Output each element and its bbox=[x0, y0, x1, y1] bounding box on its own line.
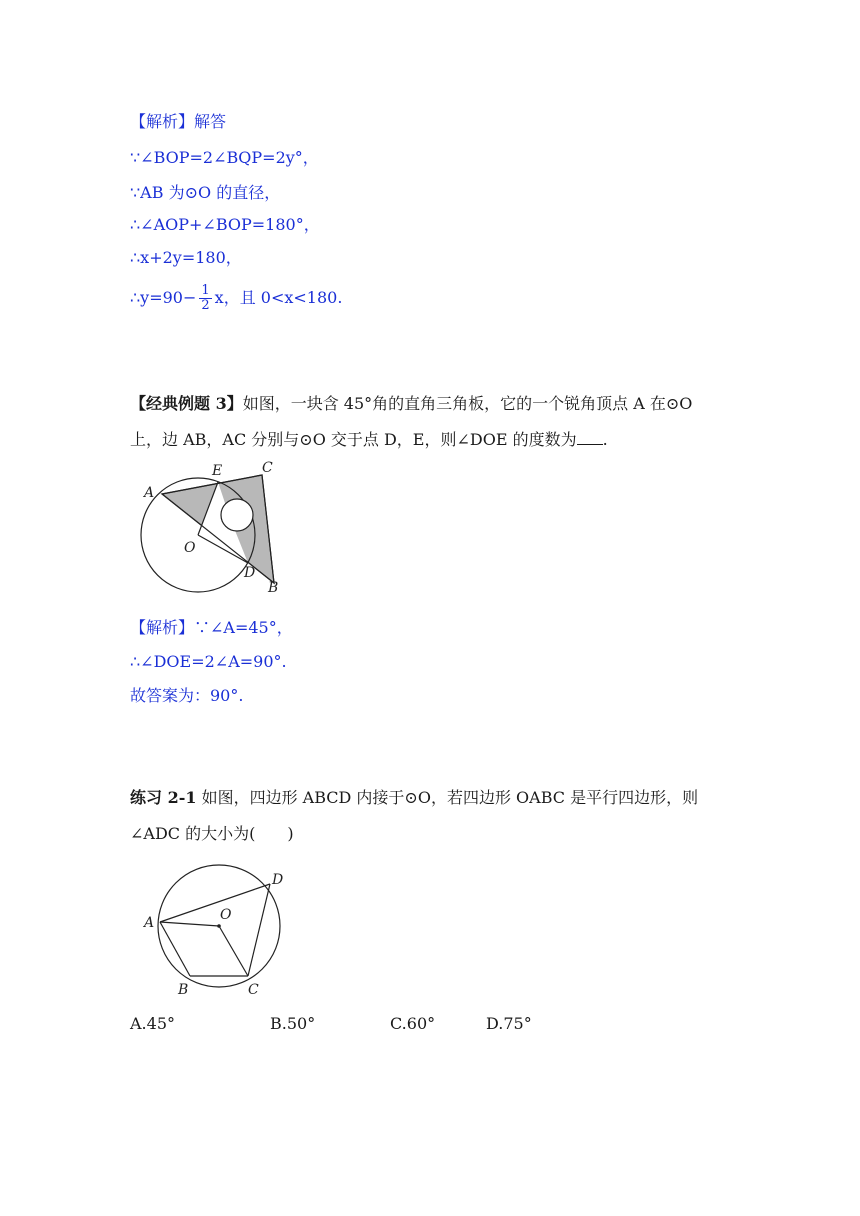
figure-inscribed-quadrilateral bbox=[138, 862, 298, 1000]
fraction bbox=[199, 284, 211, 313]
solution-line: ∵∠BOP=2∠BQP=2y°， bbox=[130, 148, 319, 167]
label-b: B bbox=[268, 580, 279, 596]
triangle-hole bbox=[221, 499, 253, 531]
segment-ad bbox=[160, 884, 270, 922]
example-3-label: 【经典例题 3】 bbox=[130, 394, 243, 413]
solution-line: ∴∠AOP+∠BOP=180°， bbox=[130, 215, 320, 234]
label-d: D bbox=[244, 565, 256, 581]
solution2-line3: 故答案为：90°. bbox=[130, 686, 244, 705]
label-o: O bbox=[184, 540, 196, 556]
label-a: A bbox=[144, 915, 155, 931]
segment-oc bbox=[219, 926, 248, 976]
solution-line: ∴x+2y=180， bbox=[130, 248, 242, 267]
segment-dc bbox=[248, 884, 270, 976]
option-a[interactable]: A.45° bbox=[130, 1014, 175, 1033]
center-point bbox=[217, 924, 221, 928]
label-c: C bbox=[248, 982, 259, 998]
solution2-line1: 【解析】∵∠A=45°， bbox=[130, 618, 293, 637]
final-suffix: x，且 0<x<180. bbox=[214, 288, 343, 307]
example-3-line2 bbox=[130, 430, 608, 450]
solution2-line2: ∴∠DOE=2∠A=90°. bbox=[130, 652, 287, 671]
option-b[interactable]: B.50° bbox=[270, 1014, 316, 1033]
label-o: O bbox=[220, 907, 232, 923]
example-3-line1 bbox=[130, 394, 692, 414]
example-3-text: 如图，一块含 45°角的直角三角板，它的一个锐角顶点 A 在⊙O bbox=[242, 394, 693, 413]
solution-line: ∵AB 为⊙O 的直径， bbox=[130, 183, 281, 202]
label-b: B bbox=[178, 982, 189, 998]
exercise-label: 练习 2-1 bbox=[130, 788, 197, 807]
fraction-denominator: 2 bbox=[201, 298, 210, 313]
label-d: D bbox=[272, 872, 284, 888]
segment-ao bbox=[160, 922, 219, 926]
option-d[interactable]: D.75° bbox=[486, 1014, 532, 1033]
label-a: A bbox=[144, 485, 155, 501]
example-3-text: 上，边 AB，AC 分别与⊙O 交于点 D，E，则∠DOE 的度数为 bbox=[130, 430, 577, 449]
exercise-text: 如图，四边形 ABCD 内接于⊙O，若四边形 OABC 是平行四边形，则 bbox=[196, 788, 699, 807]
label-c: C bbox=[262, 460, 273, 476]
fraction-numerator: 1 bbox=[201, 283, 210, 298]
exercise-line1 bbox=[130, 788, 698, 808]
label-e: E bbox=[212, 463, 223, 479]
answer-blank bbox=[577, 430, 603, 445]
solution-heading: 【解析】解答 bbox=[130, 112, 227, 131]
figure-circle-triangle bbox=[138, 458, 288, 598]
period: . bbox=[602, 430, 608, 449]
exercise-line2: ∠ADC 的大小为( ) bbox=[130, 824, 294, 843]
solution-final-line bbox=[130, 284, 342, 313]
final-prefix: ∴y=90− bbox=[130, 288, 197, 307]
option-c[interactable]: C.60° bbox=[390, 1014, 436, 1033]
